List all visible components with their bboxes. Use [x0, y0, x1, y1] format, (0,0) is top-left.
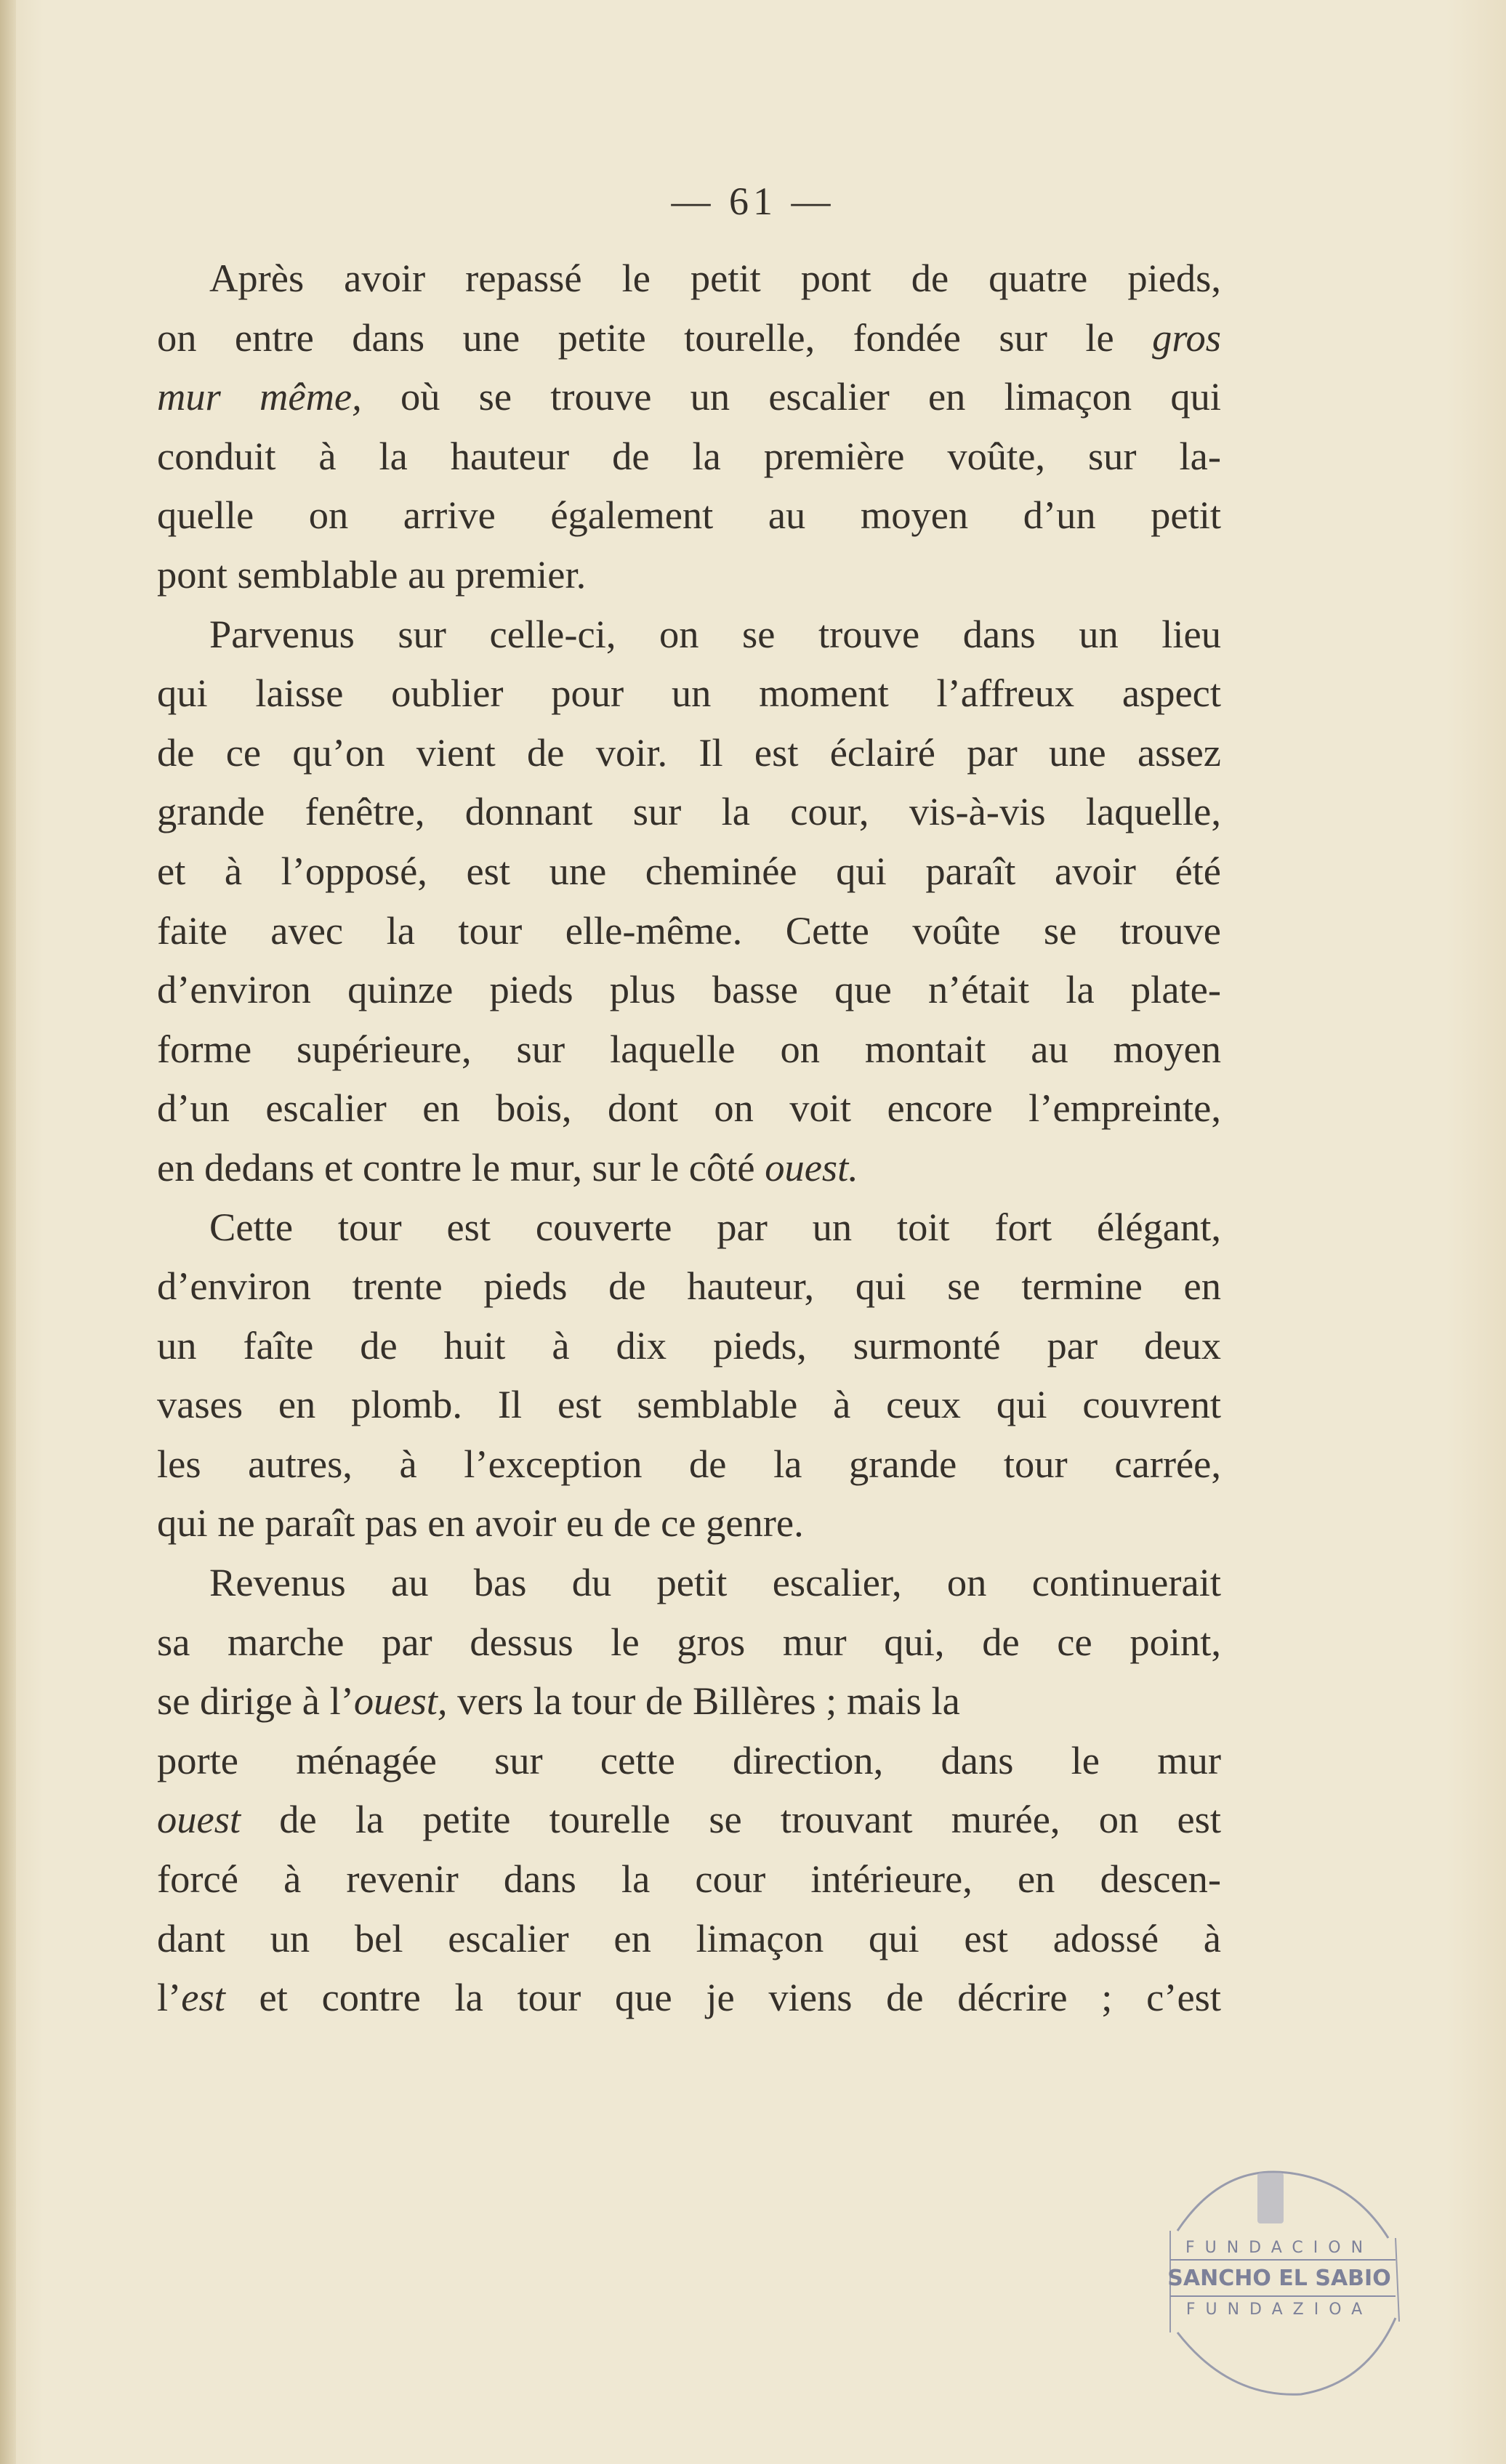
text-line: [157, 1256, 1221, 1316]
text-line: [157, 249, 1221, 308]
text-run: d’un escalier en bois, dont on voit encore l’empreinte,: [157, 1086, 1221, 1131]
text-line: [157, 960, 1221, 1019]
text-run: Après avoir repassé le petit pont de quatre pieds,: [209, 256, 1221, 300]
text-line: [157, 1375, 1221, 1434]
text-line: [157, 1731, 1221, 1790]
stamp-text-top: FUNDACION: [1185, 2239, 1374, 2257]
text-run: de la petite tourelle se trouvant murée, on est: [241, 1797, 1221, 1842]
italic-text: ouest,: [353, 1679, 448, 1724]
text-run: conduit à la hauteur de la première voûte, sur la-: [157, 433, 1221, 478]
paragraph: [157, 605, 1221, 1197]
text-run: Parvenus sur celle-ci, on se trouve dans un lieu: [209, 611, 1221, 656]
text-line: [157, 663, 1221, 723]
text-line: [157, 1197, 1221, 1257]
text-line: [157, 1790, 1221, 1849]
text-line: [157, 545, 1221, 605]
text-line: [157, 1612, 1221, 1672]
text-run: sa marche par dessus le gros mur qui, de ce point,: [157, 1619, 1221, 1664]
text-line: [157, 1138, 1221, 1197]
page-binding-edge: [0, 0, 16, 2464]
text-run: Revenus au bas du petit escalier, on continuerait: [209, 1560, 1221, 1605]
text-line: [157, 427, 1221, 486]
text-line: [157, 782, 1221, 841]
paragraph: [157, 249, 1221, 605]
stamp-text-middle: SANCHO EL SABIO: [1167, 2266, 1391, 2291]
text-line: [157, 841, 1221, 901]
text-run: où se trouve un escalier en limaçon qui: [361, 374, 1221, 419]
stamp-graphic: [1148, 2151, 1410, 2412]
text-run: un faîte de huit à dix pieds, surmonté par deux: [157, 1322, 1221, 1368]
stamp-text-bottom: FUNDAZIOA: [1185, 2301, 1373, 2319]
text-line: [157, 605, 1221, 664]
text-run: vases en plomb. Il est semblable à ceux qui couvrent: [157, 1382, 1221, 1427]
text-line: [157, 1968, 1221, 2027]
text-run: dant un bel escalier en limaçon qui est adossé à: [157, 1915, 1221, 1960]
text-run: quelle on arrive également au moyen d’un petit: [157, 493, 1221, 538]
text-line: [157, 1434, 1221, 1494]
text-line: [157, 308, 1221, 368]
text-line: [157, 1078, 1221, 1138]
page-number: — 61 —: [671, 179, 835, 223]
text-run: les autres, à l’exception de la grande tour carrée,: [157, 1441, 1221, 1486]
text-run: d’environ trente pieds de hauteur, qui se termine en: [157, 1264, 1221, 1309]
text-run: se dirige à l’: [157, 1679, 354, 1724]
text-run: qui ne paraît pas en avoir eu de ce genre.: [157, 1500, 804, 1546]
italic-text: gros: [1152, 315, 1221, 360]
text-run: porte ménagée sur cette direction, dans le mur: [157, 1737, 1221, 1782]
text-run: forme supérieure, sur laquelle on montait au moyen: [157, 1026, 1221, 1071]
text-run: d’environ quinze pieds plus basse que n’était la plate-: [157, 967, 1221, 1012]
body-text: [157, 249, 1221, 2027]
text-run: on entre dans une petite tourelle, fondée sur le: [157, 315, 1153, 360]
text-line: [157, 367, 1221, 427]
text-line: [157, 723, 1221, 783]
text-line: [157, 1493, 1221, 1553]
text-run: vers la tour de Billères ; mais la: [447, 1679, 960, 1724]
italic-text: est: [181, 1975, 225, 2020]
text-line: [157, 1019, 1221, 1079]
text-run: pont semblable au premier.: [157, 552, 587, 597]
text-line: [157, 485, 1221, 545]
text-line: [157, 1316, 1221, 1376]
text-run: forcé à revenir dans la cour intérieure, en descen-: [157, 1857, 1221, 1902]
italic-text: mur même,: [157, 374, 362, 419]
text-run: grande fenêtre, donnant sur la cour, vis-à-vis laquelle,: [157, 789, 1221, 834]
library-stamp: [1148, 2151, 1410, 2412]
text-run: de ce qu’on vient de voir. Il est éclairé par une assez: [157, 730, 1221, 775]
text-line: [157, 1553, 1221, 1612]
text-run: et à l’opposé, est une cheminée qui paraît avoir été: [157, 848, 1221, 893]
paragraph: [157, 1197, 1221, 1554]
text-run: l’: [157, 1975, 182, 2020]
text-run: Cette tour est couverte par un toit fort élégant,: [209, 1204, 1221, 1249]
text-run: qui laisse oublier pour un moment l’affreux aspect: [157, 671, 1221, 716]
text-run: et contre la tour que je viens de décrire ; c’est: [225, 1975, 1221, 2020]
text-line: [157, 1849, 1221, 1909]
text-run: en dedans et contre le mur, sur le côté: [157, 1144, 765, 1189]
text-line: [157, 1909, 1221, 1968]
italic-text: ouest: [157, 1797, 241, 1842]
text-run: faite avec la tour elle-même. Cette voûte se trouve: [157, 908, 1221, 953]
paragraph: [157, 1553, 1221, 2027]
italic-text: ouest.: [765, 1144, 858, 1189]
text-line: [157, 901, 1221, 961]
text-line: [157, 1671, 1221, 1731]
